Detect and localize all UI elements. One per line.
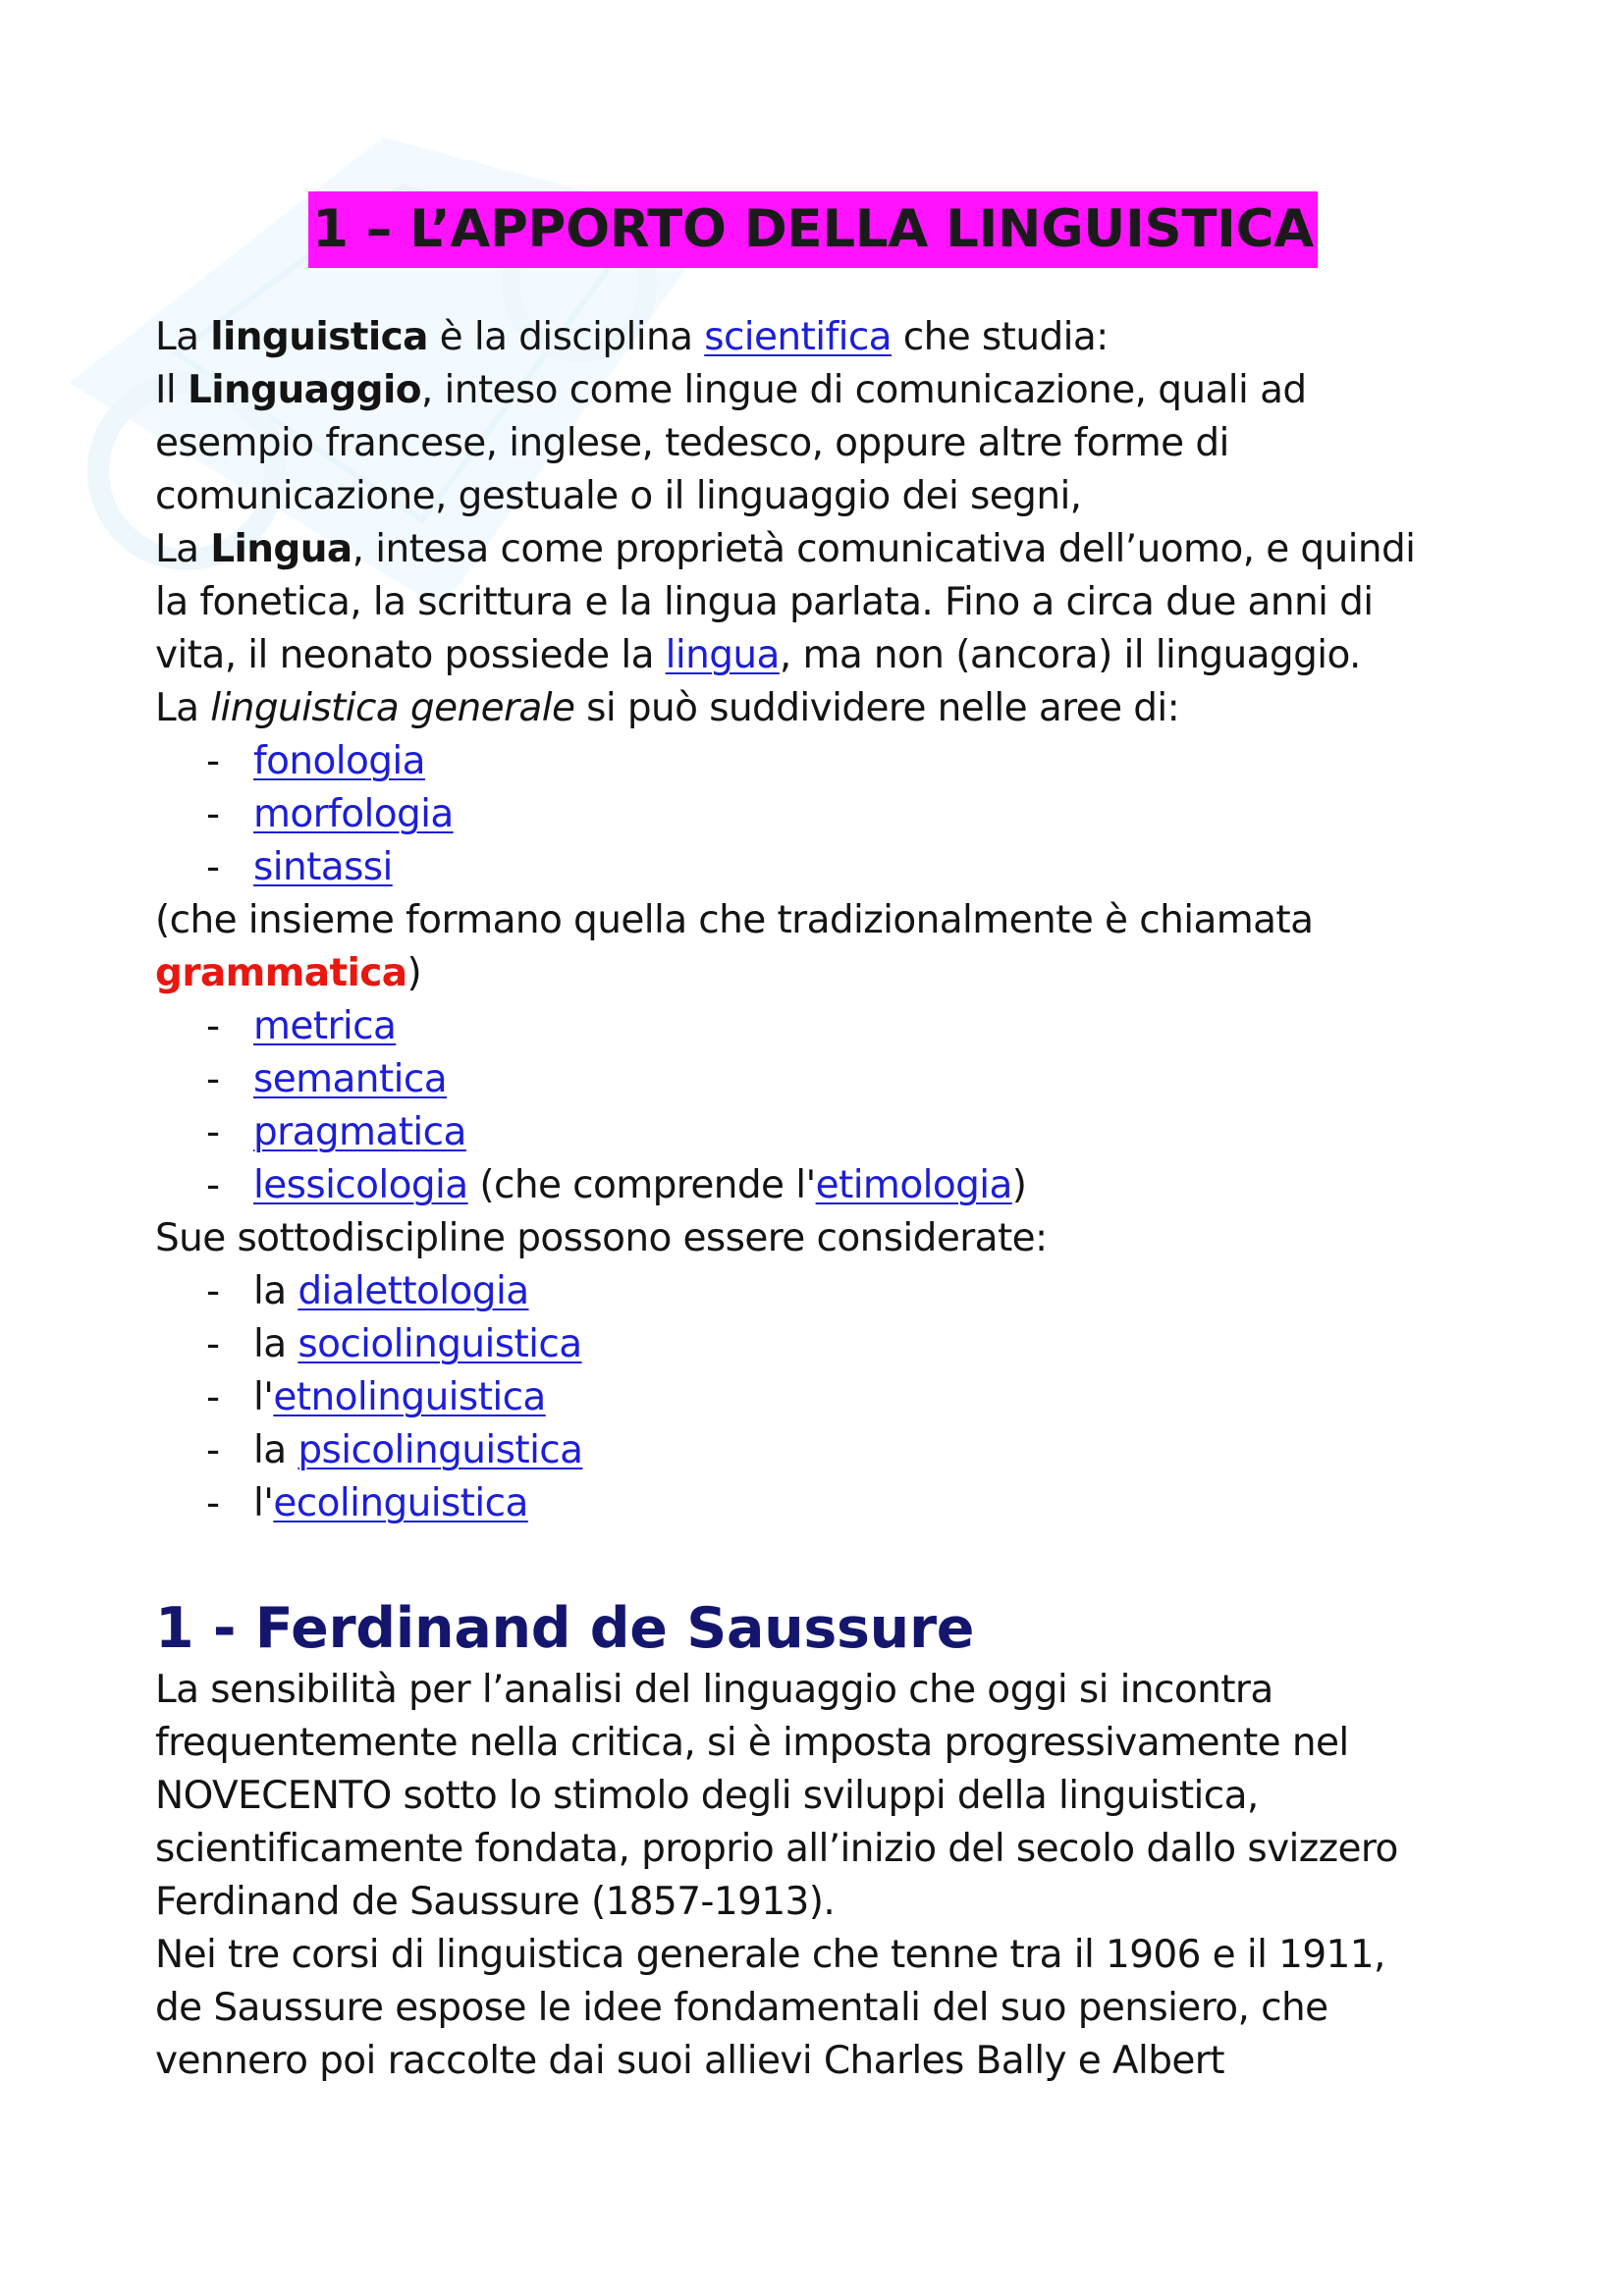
list-item: - morfologia (206, 792, 454, 836)
paragraph-line: frequentemente nella critica, si è imposta progressivamente nel (155, 1721, 1349, 1765)
link-semantica[interactable]: semantica (253, 1057, 447, 1101)
paragraph-line: vita, il neonato possiede la lingua, ma non (ancora) il linguaggio. (155, 633, 1361, 677)
list-item: - l'ecolinguistica (206, 1481, 528, 1525)
link-psicolinguistica[interactable]: psicolinguistica (298, 1428, 583, 1472)
link-metrica[interactable]: metrica (253, 1004, 397, 1048)
paragraph-line: La Lingua, intesa come proprietà comunicativa dell’uomo, e quindi (155, 527, 1416, 571)
list-item: - metrica (206, 1004, 397, 1048)
paragraph-line: esempio francese, inglese, tedesco, oppure altre forme di (155, 421, 1229, 465)
paragraph-line: comunicazione, gestuale o il linguaggio dei segni, (155, 474, 1082, 518)
paragraph-line: scientificamente fondata, proprio all’inizio del secolo dallo svizzero (155, 1827, 1398, 1871)
link-lingua[interactable]: lingua (665, 633, 780, 677)
term-lingua: Lingua (210, 527, 352, 571)
list-item: - la psicolinguistica (206, 1428, 583, 1472)
term-grammatica: grammatica (155, 951, 407, 995)
list-item: - l'etnolinguistica (206, 1375, 546, 1419)
paragraph-line: Sue sottodiscipline possono essere considerate: (155, 1216, 1048, 1260)
paragraph-line: Ferdinand de Saussure (1857-1913). (155, 1880, 836, 1924)
link-fonologia[interactable]: fonologia (253, 739, 425, 783)
link-sintassi[interactable]: sintassi (253, 845, 393, 889)
paragraph-line: la fonetica, la scrittura e la lingua parlata. Fino a circa due anni di (155, 580, 1374, 624)
link-morfologia[interactable]: morfologia (253, 792, 454, 836)
link-scientifica[interactable]: scientifica (704, 315, 892, 359)
link-pragmatica[interactable]: pragmatica (253, 1110, 466, 1154)
paragraph-line: La linguistica è la disciplina scientifica che studia: (155, 315, 1109, 359)
paragraph-line: NOVECENTO sotto lo stimolo degli sviluppi della linguistica, (155, 1774, 1259, 1818)
paragraph-line: grammatica) (155, 951, 422, 995)
section-heading: 1 - Ferdinand de Saussure (155, 1596, 975, 1661)
link-etimologia[interactable]: etimologia (815, 1163, 1012, 1207)
list-item: - fonologia (206, 739, 425, 783)
paragraph-line: (che insieme formano quella che tradizionalmente è chiamata (155, 898, 1314, 942)
list-item: - lessicologia (che comprende l'etimologia) (206, 1163, 1027, 1207)
paragraph-line: vennero poi raccolte dai suoi allievi Charles Bally e Albert (155, 2039, 1224, 2083)
paragraph-line: de Saussure espose le idee fondamentali del suo pensiero, che (155, 1986, 1328, 2030)
document-page (155, 191, 1500, 2088)
intro-body (155, 311, 1500, 2088)
link-ecolinguistica[interactable]: ecolinguistica (273, 1481, 528, 1525)
paragraph-line: Nei tre corsi di linguistica generale che tenne tra il 1906 e il 1911, (155, 1933, 1385, 1977)
term-linguaggio: Linguaggio (187, 368, 421, 412)
list-item: - sintassi (206, 845, 393, 889)
paragraph-line: La sensibilità per l’analisi del linguaggio che oggi si incontra (155, 1668, 1273, 1712)
term-linguistica: linguistica (210, 315, 428, 359)
link-sociolinguistica[interactable]: sociolinguistica (298, 1322, 582, 1366)
link-lessicologia[interactable]: lessicologia (253, 1163, 468, 1207)
page-title: 1 – L’APPORTO DELLA LINGUISTICA (308, 191, 1318, 268)
link-etnolinguistica[interactable]: etnolinguistica (273, 1375, 546, 1419)
link-dialettologia[interactable]: dialettologia (298, 1269, 529, 1313)
list-item: - pragmatica (206, 1110, 466, 1154)
paragraph-line: Il Linguaggio, inteso come lingue di comunicazione, quali ad (155, 368, 1307, 412)
paragraph-line: La linguistica generale si può suddividere nelle aree di: (155, 686, 1180, 730)
list-item: - semantica (206, 1057, 447, 1101)
list-item: - la sociolinguistica (206, 1322, 582, 1366)
term-linguistica-generale: linguistica generale (210, 686, 575, 730)
list-item: - la dialettologia (206, 1269, 529, 1313)
